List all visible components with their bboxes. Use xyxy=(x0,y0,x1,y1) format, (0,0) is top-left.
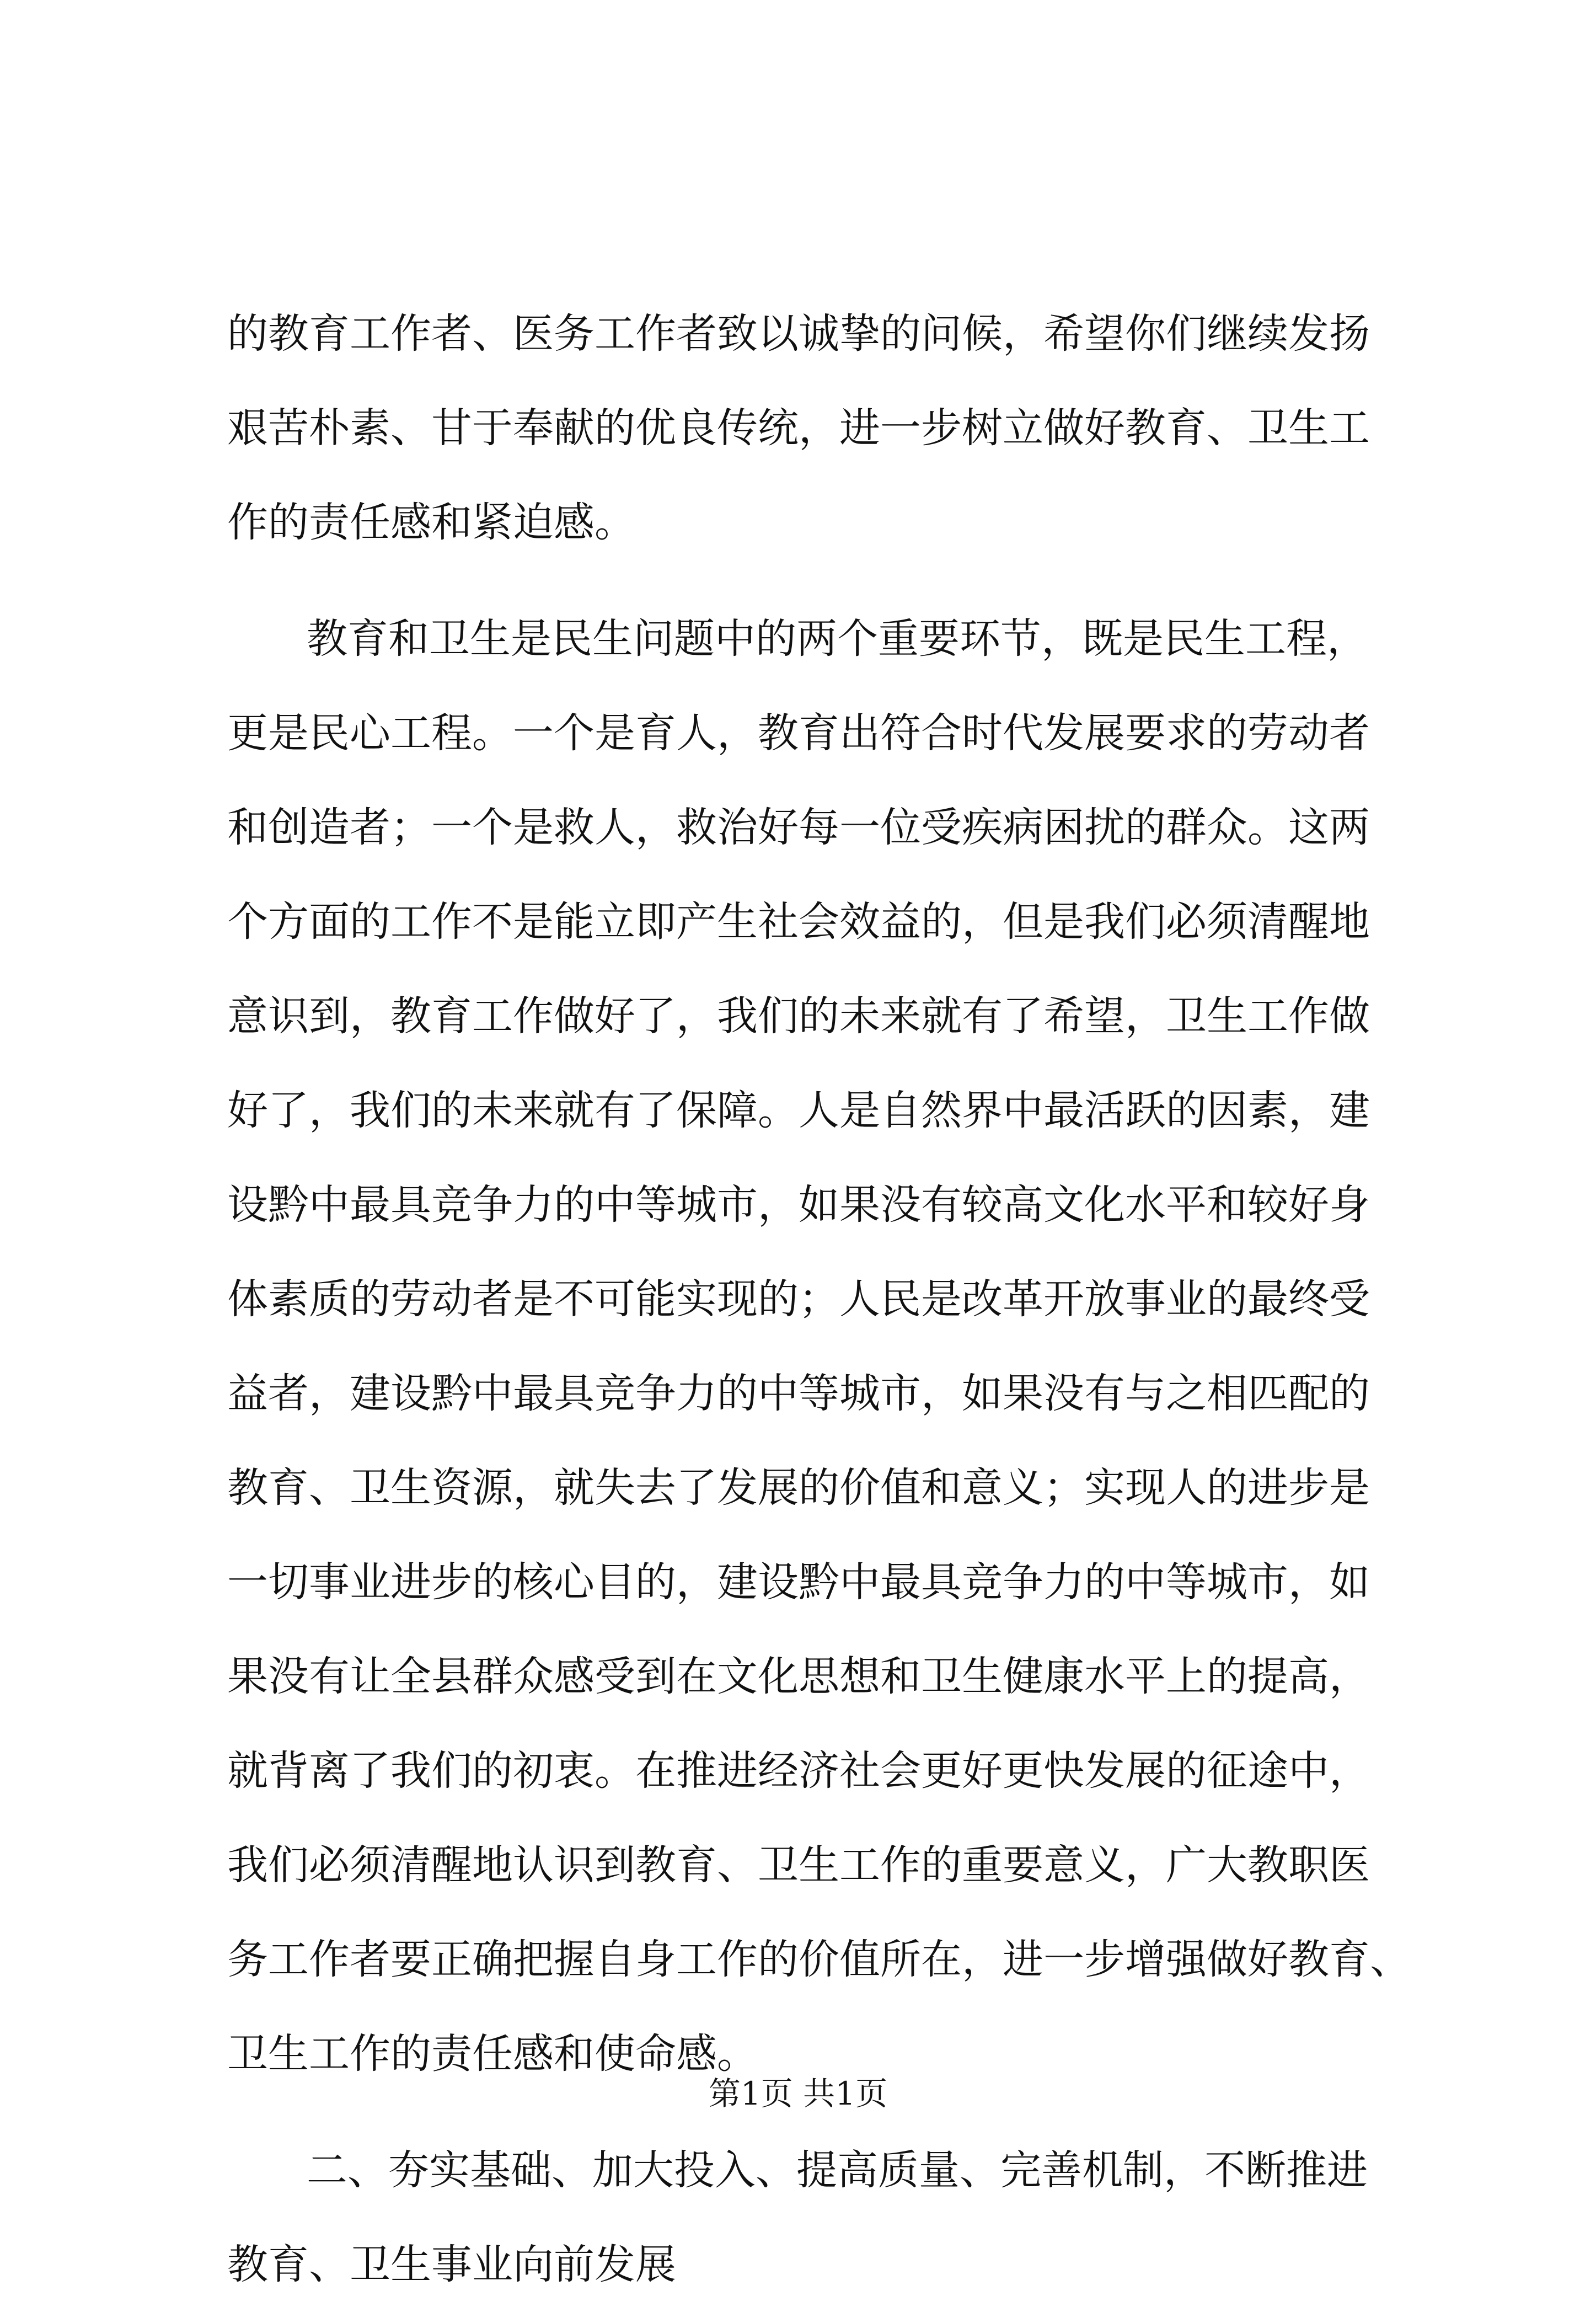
text-line: 一切事业进步的核心目的，建设黔中最具竞争力的中等城市，如 xyxy=(227,1558,1370,1606)
text-line: 作的责任感和紧迫感。 xyxy=(227,499,635,546)
section-heading-line: 二、夯实基础、加大投入、提高质量、完善机制，不断推进 xyxy=(307,2147,1368,2194)
document-body xyxy=(227,287,1411,2312)
paragraph-start-line: 教育和卫生是民生问题中的两个重要环节，既是民生工程， xyxy=(307,615,1368,663)
text-line: 的教育工作者、医务工作者致以诚挚的问候，希望你们继续发扬 xyxy=(227,310,1370,357)
text-line: 卫生工作的责任感和使命感。 xyxy=(227,2030,758,2078)
page-footer: 第1页 共1页 xyxy=(708,2075,888,2112)
section-heading-line: 教育、卫生事业向前发展 xyxy=(227,2241,676,2288)
text-line: 和创造者；一个是救人，救治好每一位受疾病困扰的群众。这两 xyxy=(227,804,1370,851)
text-line: 设黔中最具竞争力的中等城市，如果没有较高文化水平和较好身 xyxy=(227,1181,1370,1229)
text-line: 个方面的工作不是能立即产生社会效益的，但是我们必须清醒地 xyxy=(227,898,1370,946)
text-line: 体素质的劳动者是不可能实现的；人民是改革开放事业的最终受 xyxy=(227,1275,1370,1323)
text-line: 就背离了我们的初衷。在推进经济社会更好更快发展的征途中， xyxy=(227,1747,1370,1795)
text-line: 益者，建设黔中最具竞争力的中等城市，如果没有与之相匹配的 xyxy=(227,1370,1370,1417)
text-line: 意识到，教育工作做好了，我们的未来就有了希望，卫生工作做 xyxy=(227,992,1370,1040)
text-line: 我们必须清醒地认识到教育、卫生工作的重要意义，广大教职医 xyxy=(227,1841,1370,1889)
text-line: 好了，我们的未来就有了保障。人是自然界中最活跃的因素，建 xyxy=(227,1087,1370,1134)
text-line: 务工作者要正确把握自身工作的价值所在，进一步增强做好教育、 xyxy=(227,1936,1411,1983)
text-line: 果没有让全县群众感受到在文化思想和卫生健康水平上的提高， xyxy=(227,1653,1370,1700)
text-line: 更是民心工程。一个是育人，教育出符合时代发展要求的劳动者 xyxy=(227,709,1370,757)
text-line: 教育、卫生资源，就失去了发展的价值和意义；实现人的进步是 xyxy=(227,1464,1370,1512)
text-line: 艰苦朴素、甘于奉献的优良传统，进一步树立做好教育、卫生工 xyxy=(227,404,1370,452)
